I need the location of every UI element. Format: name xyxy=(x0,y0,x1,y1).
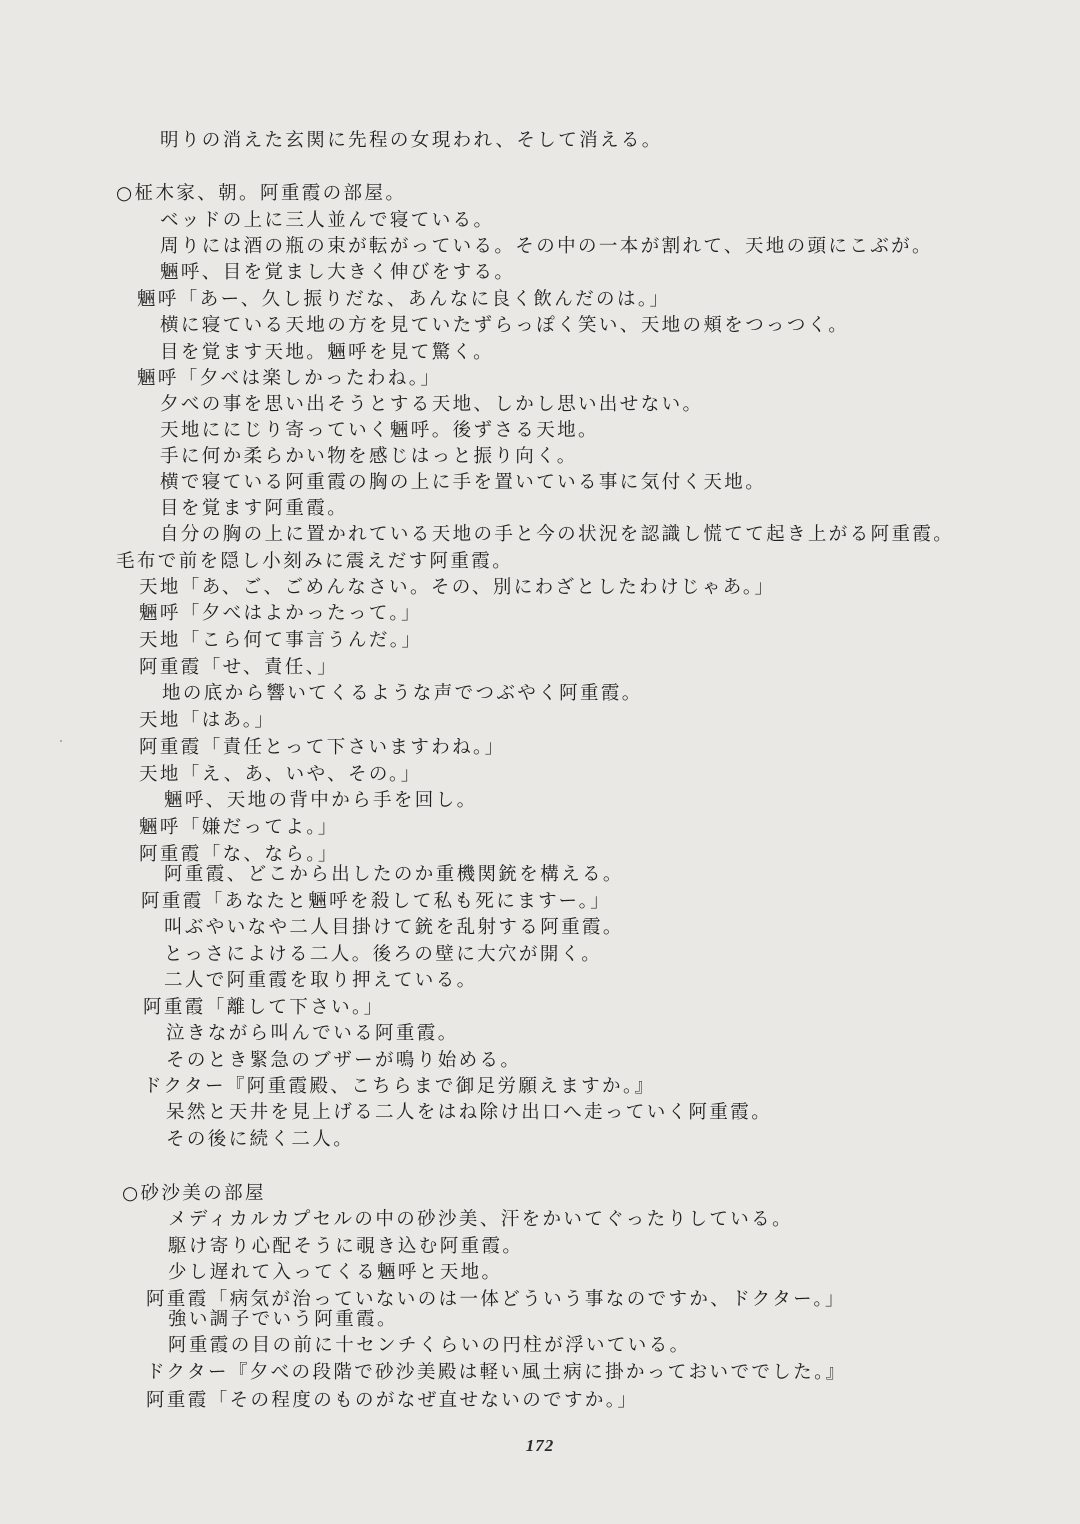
dialogue-line: 天地「はあ。」 xyxy=(139,710,276,731)
stage-direction: そのとき緊急のブザーが鳴り始める。 xyxy=(166,1050,522,1071)
stage-direction: 魎呼、天地の背中から手を回し。 xyxy=(164,790,478,811)
page-number: 172 xyxy=(525,1436,555,1455)
stage-direction: とっさによける二人。後ろの壁に大穴が開く。 xyxy=(164,944,603,965)
dialogue-line: 阿重霞「せ、責任、」 xyxy=(139,657,339,678)
dialogue-line: ドクター『阿重霞殿、こちらまで御足労願えますか。』 xyxy=(143,1076,656,1097)
stage-direction: ベッドの上に三人並んで寝ている。 xyxy=(160,210,495,231)
stage-direction: 地の底から響いてくるような声でつぶやく阿重霞。 xyxy=(162,683,643,704)
stage-direction: 自分の胸の上に置かれている天地の手と今の状況を認識し慌てて起き上がる阿重霞。 xyxy=(160,524,955,545)
dialogue-line: 天地「あ、ご、ごめんなさい。その、別にわざとしたわけじゃあ。」 xyxy=(139,577,776,598)
stage-direction: 呆然と天井を見上げる二人をはね除け出口へ走っていく阿重霞。 xyxy=(166,1102,773,1123)
stage-direction: 天地ににじり寄っていく魎呼。後ずさる天地。 xyxy=(160,420,599,441)
paper-speck xyxy=(60,740,62,742)
dialogue-line: 阿重霞「あなたと魎呼を殺して私も死にますー。」 xyxy=(141,891,612,912)
stage-direction: 周りには酒の瓶の束が転がっている。その中の一本が割れて、天地の頭にこぶが。 xyxy=(160,236,933,257)
stage-direction: 横に寝ている天地の方を見ていたずらっぽく笑い、天地の頬をつっつく。 xyxy=(160,315,850,336)
dialogue-line: 阿重霞「離して下さい。」 xyxy=(143,997,385,1018)
stage-direction: 目を覚ます天地。魎呼を見て驚く。 xyxy=(160,342,495,363)
scene-heading: ○砂沙美の部屋 xyxy=(122,1183,266,1204)
stage-direction: 魎呼、目を覚まし大きく伸びをする。 xyxy=(160,262,516,283)
dialogue-line: 阿重霞「病気が治っていないのは一体どういう事なのですか、ドクター。」 xyxy=(146,1289,846,1310)
dialogue-line: 魎呼「夕べは楽しかったわね。」 xyxy=(137,368,442,389)
stage-direction: 阿重霞の目の前に十センチくらいの円柱が浮いている。 xyxy=(168,1335,691,1356)
stage-direction: 泣きながら叫んでいる阿重霞。 xyxy=(166,1023,459,1044)
dialogue-line: 魎呼「夕べはよかったって。」 xyxy=(139,603,422,624)
dialogue-line: 天地「こら何て事言うんだ。」 xyxy=(139,630,423,651)
dialogue-line: 阿重霞「責任とって下さいますわね。」 xyxy=(139,737,506,758)
stage-direction: その後に続く二人。 xyxy=(166,1129,355,1150)
stage-direction: 明りの消えた玄関に先程の女現われ、そして消える。 xyxy=(160,130,663,151)
stage-direction: 毛布で前を隠し小刻みに震えだす阿重霞。 xyxy=(116,551,514,572)
stage-direction: 目を覚ます阿重霞。 xyxy=(160,498,349,519)
stage-direction: 駆け寄り心配そうに覗き込む阿重霞。 xyxy=(168,1236,524,1257)
scene-heading: ○柾木家、朝。阿重霞の部屋。 xyxy=(116,183,407,204)
dialogue-line: 阿重霞「その程度のものがなぜ直せないのですか。」 xyxy=(146,1390,639,1411)
stage-direction: 手に何か柔らかい物を感じはっと振り向く。 xyxy=(160,446,578,467)
dialogue-line: 阿重霞「な、なら。」 xyxy=(139,844,339,865)
stage-direction: 阿重霞、どこから出したのか重機関銃を構える。 xyxy=(164,864,624,885)
stage-direction: 夕べの事を思い出そうとする天地、しかし思い出せない。 xyxy=(160,394,704,415)
dialogue-line: 魎呼「嫌だってよ。」 xyxy=(139,817,339,838)
dialogue-line: ドクター『夕べの段階で砂沙美殿は軽い風土病に掛かっておいででした。』 xyxy=(146,1362,847,1383)
dialogue-line: 天地「え、あ、いや、その。」 xyxy=(139,764,422,785)
dialogue-line: 魎呼「あー、久し振りだな、あんなに良く飲んだのは。」 xyxy=(137,289,671,310)
stage-direction: 少し遅れて入ってくる魎呼と天地。 xyxy=(168,1262,503,1283)
stage-direction: 叫ぶやいなや二人目掛けて銃を乱射する阿重霞。 xyxy=(164,917,624,938)
stage-direction: 強い調子でいう阿重霞。 xyxy=(168,1309,398,1330)
stage-direction: メディカルカプセルの中の砂沙美、汗をかいてぐったりしている。 xyxy=(168,1209,793,1230)
stage-direction: 二人で阿重霞を取り押えている。 xyxy=(164,970,478,991)
stage-direction: 横で寝ている阿重霞の胸の上に手を置いている事に気付く天地。 xyxy=(160,472,767,493)
